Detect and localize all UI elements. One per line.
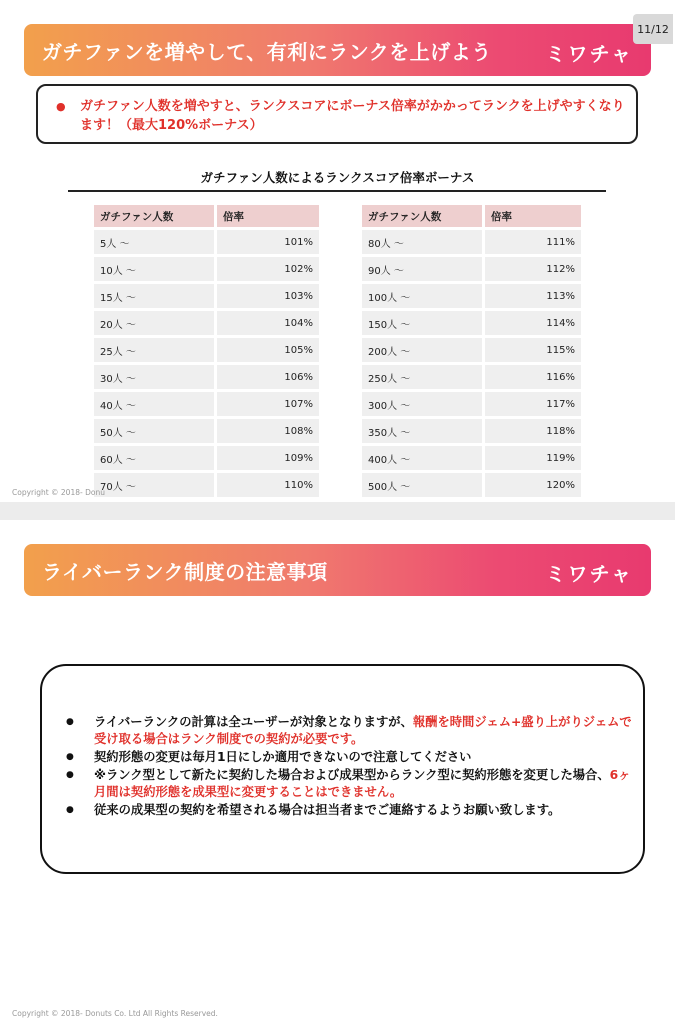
notice-box [36, 84, 638, 144]
note-text-highlight: 報酬を時間ジェム+盛り上がりジェムで受け取る場合はランク制度での契約が必要です。 [94, 715, 632, 746]
cell-rate: 102% [217, 257, 319, 281]
cell-fans: 10人 〜 [94, 257, 214, 281]
header-fans: ガチファン人数 [362, 205, 482, 227]
cell-rate: 116% [485, 365, 581, 389]
brand-logo: ミワチャ [545, 562, 633, 586]
cell-rate: 108% [217, 419, 319, 443]
list-item [64, 714, 634, 748]
cell-rate: 107% [217, 392, 319, 416]
table-row [94, 392, 319, 416]
table-row [362, 284, 581, 308]
header-rate: 倍率 [217, 205, 319, 227]
table-header-row [362, 205, 581, 227]
notes-box [40, 664, 645, 874]
cell-rate: 114% [485, 311, 581, 335]
cell-rate: 105% [217, 338, 319, 362]
table-row [94, 446, 319, 470]
cell-fans: 30人 〜 [94, 365, 214, 389]
table-title: ガチファン人数によるランクスコア倍率ボーナス [200, 170, 475, 185]
table-row [362, 392, 581, 416]
cell-rate: 112% [485, 257, 581, 281]
cell-fans: 50人 〜 [94, 419, 214, 443]
cell-rate: 106% [217, 365, 319, 389]
cell-rate: 101% [217, 230, 319, 254]
note-text-highlight: 6ヶ月間は契約形態を成果型に変更することはできません。 [94, 768, 631, 799]
cell-rate: 104% [217, 311, 319, 335]
cell-rate: 110% [217, 473, 319, 497]
slide-title: ガチファンを増やして、有利にランクを上げよう [42, 39, 492, 64]
table-row [94, 257, 319, 281]
table-row [362, 311, 581, 335]
bullet-icon: ● [66, 805, 74, 815]
table-row [94, 338, 319, 362]
cell-rate: 115% [485, 338, 581, 362]
bullet-icon: ● [66, 770, 74, 780]
cell-fans: 300人 〜 [362, 392, 482, 416]
bonus-table-left [94, 202, 319, 500]
table-row [362, 419, 581, 443]
cell-fans: 200人 〜 [362, 338, 482, 362]
note-text: 契約形態の変更は毎月1日にしか適用できないので注意してください [94, 750, 472, 764]
cell-fans: 15人 〜 [94, 284, 214, 308]
table-row [362, 446, 581, 470]
table-row [362, 338, 581, 362]
table-row [362, 257, 581, 281]
cell-fans: 20人 〜 [94, 311, 214, 335]
bullet-icon: ● [66, 752, 74, 762]
page-indicator: 11/12 [633, 14, 673, 44]
cell-fans: 400人 〜 [362, 446, 482, 470]
table-row [94, 230, 319, 254]
cell-rate: 117% [485, 392, 581, 416]
list-item [64, 802, 634, 819]
slide-rank-notes [0, 520, 675, 1024]
bonus-table-right [362, 202, 581, 500]
note-text: ※ランク型として新たに契約した場合および成果型からランク型に契約形態を変更した場合、 [94, 768, 610, 782]
cell-fans: 5人 〜 [94, 230, 214, 254]
table-row [94, 365, 319, 389]
cell-fans: 500人 〜 [362, 473, 482, 497]
cell-rate: 120% [485, 473, 581, 497]
slide-title-banner [24, 544, 651, 596]
cell-fans: 250人 〜 [362, 365, 482, 389]
notes-list [64, 714, 634, 820]
slide-title-banner [24, 24, 651, 76]
bullet-icon: ● [56, 100, 66, 113]
cell-rate: 119% [485, 446, 581, 470]
note-text: ライバーランクの計算は全ユーザーが対象となりますが、 [94, 715, 413, 729]
cell-fans: 80人 〜 [362, 230, 482, 254]
table-row [94, 311, 319, 335]
list-item [64, 749, 634, 766]
table-row [94, 419, 319, 443]
table-row [94, 284, 319, 308]
cell-fans: 40人 〜 [94, 392, 214, 416]
table-header-row [94, 205, 319, 227]
note-text: 従来の成果型の契約を希望される場合は担当者までご連絡するようお願い致します。 [94, 803, 561, 817]
cell-rate: 111% [485, 230, 581, 254]
divider [68, 190, 606, 192]
header-fans: ガチファン人数 [94, 205, 214, 227]
table-row [362, 473, 581, 497]
cell-fans: 350人 〜 [362, 419, 482, 443]
cell-fans: 90人 〜 [362, 257, 482, 281]
brand-logo: ミワチャ [545, 42, 633, 66]
header-rate: 倍率 [485, 205, 581, 227]
slide-rank-bonus [0, 0, 675, 502]
copyright: Copyright © 2018- Donuts Co. Ltd All Rights Reserved. [12, 1009, 218, 1018]
cell-rate: 109% [217, 446, 319, 470]
slide-title: ライバーランク制度の注意事項 [42, 559, 328, 584]
copyright: Copyright © 2018- Donu [12, 488, 105, 497]
cell-fans: 70人 〜 [94, 473, 214, 497]
cell-rate: 103% [217, 284, 319, 308]
table-row [94, 473, 319, 497]
cell-fans: 150人 〜 [362, 311, 482, 335]
cell-fans: 25人 〜 [94, 338, 214, 362]
cell-fans: 60人 〜 [94, 446, 214, 470]
table-row [362, 230, 581, 254]
list-item [64, 767, 634, 801]
notice-text: ガチファン人数を増やすと、ランクスコアにボーナス倍率がかかってランクを上げやすくなります！（最大120%ボーナス） [80, 99, 625, 133]
table-row [362, 365, 581, 389]
bullet-icon: ● [66, 717, 74, 727]
cell-rate: 118% [485, 419, 581, 443]
cell-fans: 100人 〜 [362, 284, 482, 308]
cell-rate: 113% [485, 284, 581, 308]
